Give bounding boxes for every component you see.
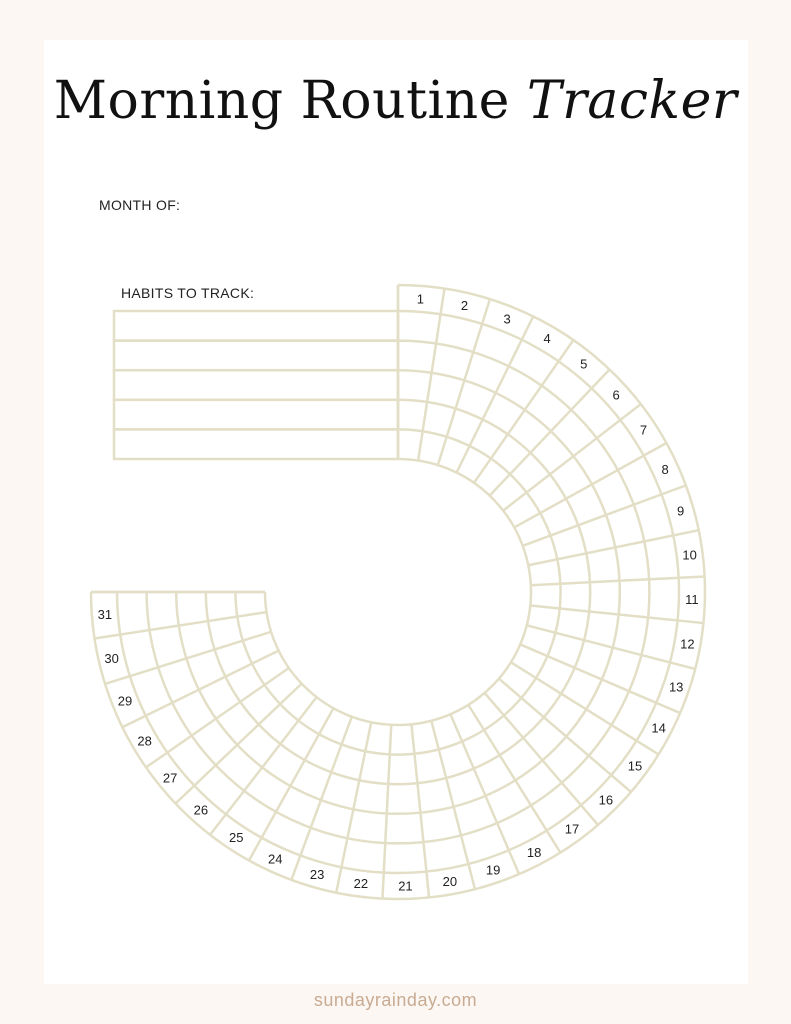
day-number: 1 xyxy=(416,291,424,307)
habit-name-row xyxy=(114,311,398,341)
day-number: 14 xyxy=(651,720,666,736)
day-number: 4 xyxy=(543,331,551,347)
day-number: 26 xyxy=(193,802,209,818)
day-number: 3 xyxy=(503,311,511,327)
footer-website: sundayrainday.com xyxy=(313,990,478,1010)
day-number: 9 xyxy=(677,503,685,519)
day-number: 28 xyxy=(137,733,152,749)
day-number: 15 xyxy=(627,758,643,774)
day-number: 19 xyxy=(485,862,501,878)
day-number: 27 xyxy=(162,770,178,786)
day-number: 10 xyxy=(682,547,697,563)
day-divider xyxy=(122,651,278,728)
day-number: 7 xyxy=(639,422,648,438)
day-number: 11 xyxy=(685,591,699,607)
day-divider xyxy=(520,644,680,713)
day-number: 22 xyxy=(353,876,369,892)
day-number: 5 xyxy=(580,356,588,372)
day-number: 20 xyxy=(442,873,458,889)
day-number: 23 xyxy=(309,867,325,883)
title-emphasis: Tracker xyxy=(526,71,738,131)
day-number: 8 xyxy=(661,461,669,477)
day-divider xyxy=(450,714,519,874)
habit-name-row xyxy=(114,400,398,430)
day-number: 21 xyxy=(398,878,413,894)
day-number: 17 xyxy=(564,821,580,837)
day-divider xyxy=(457,316,534,472)
title-main: Morning Routine xyxy=(53,71,510,131)
day-number: 25 xyxy=(228,829,244,845)
habit-name-row xyxy=(114,370,398,400)
day-number: 31 xyxy=(97,606,113,622)
habit-name-row xyxy=(114,341,398,371)
day-divider xyxy=(105,632,271,684)
day-number: 29 xyxy=(117,693,133,709)
ring-line xyxy=(235,429,560,754)
day-number: 6 xyxy=(612,387,620,403)
day-number: 13 xyxy=(668,679,684,695)
day-number: 30 xyxy=(104,650,119,666)
ring-line xyxy=(265,459,531,725)
day-number: 2 xyxy=(460,298,469,314)
habit-name-row xyxy=(114,429,398,459)
month-label: MONTH OF: xyxy=(99,197,181,213)
day-number: 12 xyxy=(680,636,695,652)
day-number: 16 xyxy=(598,792,614,808)
day-divider xyxy=(438,299,490,465)
habits-label: HABITS TO TRACK: xyxy=(121,285,255,301)
day-number: 24 xyxy=(268,851,283,867)
day-number: 18 xyxy=(526,845,542,861)
